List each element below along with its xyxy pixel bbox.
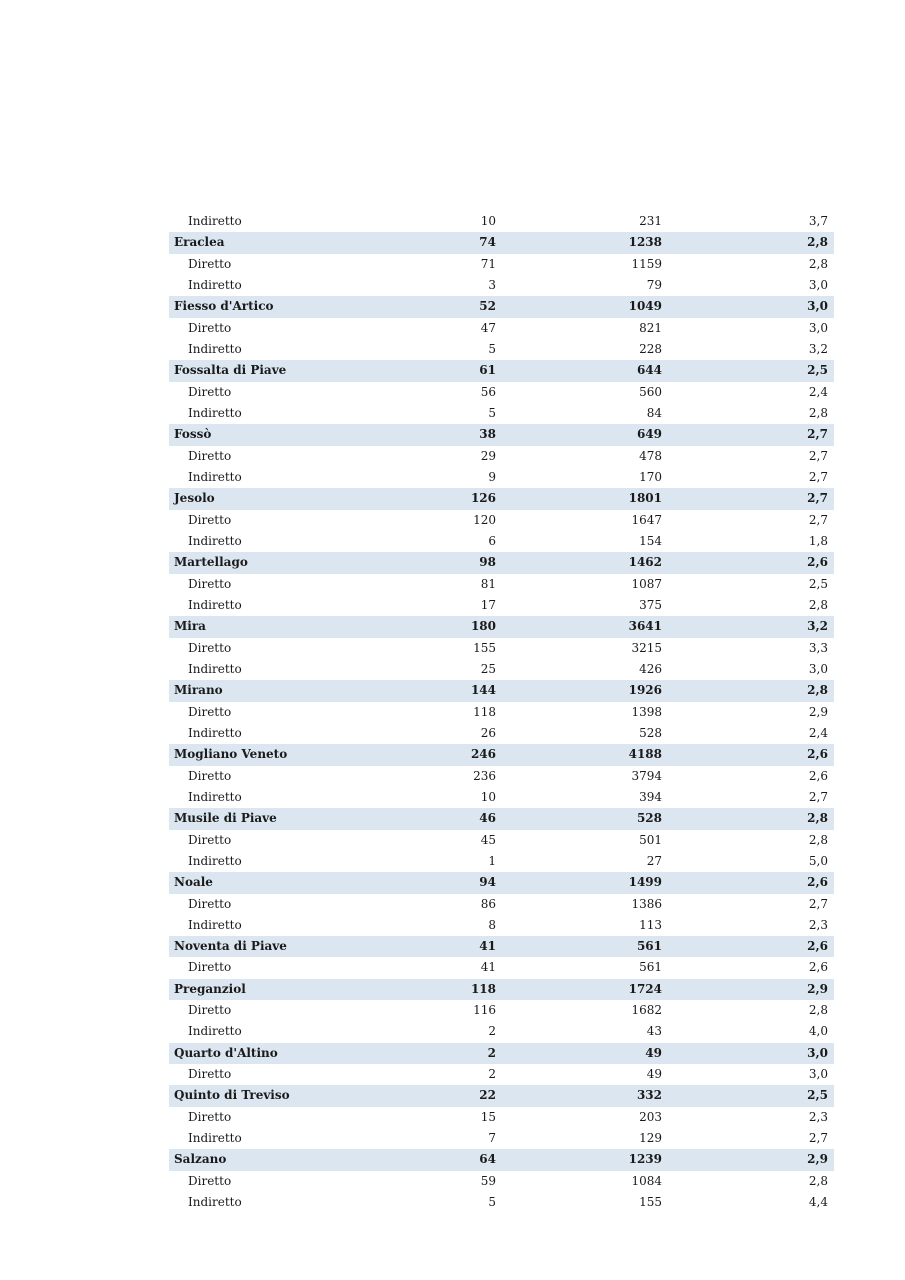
value-c-cell: 3,0 [807,1045,828,1060]
value-b-cell: 231 [639,214,662,228]
label-cell: Mira [174,619,206,634]
value-c-cell: 2,8 [807,683,828,698]
value-b-cell: 49 [645,1045,662,1060]
value-a-cell: 29 [480,448,496,463]
label-cell: Indiretto [188,597,242,612]
value-b-cell: 84 [646,405,662,420]
value-a-cell: 94 [479,875,496,890]
value-a-cell: 6 [488,533,496,548]
label-cell: Indiretto [188,789,242,804]
label-cell: Diretto [188,320,232,335]
label-cell: Diretto [188,832,232,847]
value-b-cell: 561 [636,939,662,954]
data-table [169,211,834,1213]
table-row-sub [169,1128,834,1149]
label-cell: Indiretto [188,1195,242,1210]
value-b-cell: 561 [639,960,662,975]
value-b-cell: 1049 [628,299,662,314]
value-b-cell: 27 [646,853,662,868]
value-b-cell: 649 [636,427,662,442]
value-a-cell: 59 [480,1173,496,1188]
label-cell: Diretto [188,1067,232,1082]
label-cell: Noventa di Piave [174,939,287,954]
table-row-sub [169,915,834,936]
value-a-cell: 180 [470,619,496,634]
value-c-cell: 3,0 [807,299,828,314]
value-b-cell: 1238 [628,235,662,250]
table-row-sub [169,574,834,595]
value-a-cell: 10 [480,214,496,228]
value-c-cell: 2,4 [808,384,828,399]
table-row-municipality [169,936,834,957]
table-row-sub [169,702,834,723]
value-a-cell: 22 [479,1088,496,1103]
value-a-cell: 7 [488,1131,496,1146]
label-cell: Diretto [188,448,232,463]
value-c-cell: 2,7 [808,896,828,911]
value-c-cell: 2,9 [807,1152,828,1167]
value-a-cell: 5 [488,405,496,420]
table-row-sub [169,723,834,744]
value-b-cell: 49 [646,1067,662,1082]
value-c-cell: 2,5 [807,363,828,378]
value-c-cell: 4,4 [808,1195,828,1210]
label-cell: Diretto [188,896,232,911]
table-row-sub [169,467,834,488]
value-c-cell: 4,0 [808,1024,828,1039]
value-b-cell: 426 [639,661,662,676]
value-c-cell: 3,0 [808,277,828,292]
value-c-cell: 2,7 [808,448,828,463]
value-b-cell: 3215 [631,640,662,655]
value-c-cell: 2,3 [808,917,828,932]
value-c-cell: 2,8 [808,256,828,271]
table-row-municipality [169,979,834,1000]
value-c-cell: 3,2 [808,341,828,356]
label-cell: Diretto [188,384,232,399]
value-b-cell: 3641 [628,619,662,634]
value-a-cell: 47 [480,320,496,335]
table-row-sub [169,787,834,808]
value-b-cell: 228 [639,341,662,356]
value-c-cell: 2,6 [808,768,828,783]
table-row-sub [169,851,834,872]
value-a-cell: 2 [488,1067,496,1082]
value-a-cell: 126 [470,491,496,506]
value-b-cell: 332 [636,1088,662,1103]
value-c-cell: 2,8 [808,405,828,420]
value-a-cell: 61 [479,363,496,378]
table-row-municipality [169,744,834,765]
value-c-cell: 3,7 [808,214,828,228]
label-cell: Mogliano Veneto [174,747,288,762]
value-a-cell: 246 [470,747,496,762]
label-cell: Martellago [174,555,248,570]
label-cell: Musile di Piave [174,811,277,826]
label-cell: Indiretto [188,214,242,228]
table-row-municipality [169,360,834,381]
table-row-municipality [169,296,834,317]
label-cell: Indiretto [188,1131,242,1146]
label-cell: Indiretto [188,277,242,292]
table-row-sub [169,510,834,531]
label-cell: Fossalta di Piave [174,363,287,378]
value-b-cell: 1724 [628,981,662,996]
table-row-municipality [169,680,834,701]
value-c-cell: 2,8 [807,235,828,250]
table-row-sub [169,830,834,851]
value-b-cell: 375 [639,597,662,612]
value-c-cell: 3,2 [807,619,828,634]
table-row-sub [169,254,834,275]
value-a-cell: 38 [479,427,496,442]
value-c-cell: 2,5 [808,576,828,591]
table-row-municipality [169,616,834,637]
table-row-municipality [169,1149,834,1170]
label-cell: Indiretto [188,917,242,932]
value-a-cell: 5 [488,1195,496,1210]
value-b-cell: 1926 [628,683,662,698]
value-a-cell: 25 [480,661,496,676]
value-a-cell: 1 [488,853,496,868]
value-b-cell: 1239 [628,1152,662,1167]
value-b-cell: 1159 [631,256,662,271]
value-a-cell: 236 [473,768,496,783]
value-c-cell: 5,0 [808,853,828,868]
table-row-sub [169,1171,834,1192]
table-row-sub [169,531,834,552]
label-cell: Mirano [174,683,223,698]
table-row-sub [169,1107,834,1128]
value-a-cell: 118 [473,704,496,719]
value-a-cell: 2 [488,1024,496,1039]
value-b-cell: 501 [639,832,662,847]
label-cell: Fiesso d'Artico [174,299,274,314]
table-row-municipality [169,232,834,253]
table-row-municipality [169,424,834,445]
table-row-municipality [169,488,834,509]
label-cell: Indiretto [188,853,242,868]
value-b-cell: 43 [646,1024,662,1039]
value-b-cell: 1499 [628,875,662,890]
value-c-cell: 2,8 [808,1003,828,1018]
label-cell: Diretto [188,1003,232,1018]
value-b-cell: 3794 [631,768,662,783]
value-b-cell: 154 [639,533,662,548]
value-a-cell: 144 [470,683,496,698]
label-cell: Diretto [188,1109,232,1124]
value-c-cell: 2,9 [808,704,828,719]
table-row-sub [169,1021,834,1042]
value-b-cell: 1801 [628,491,662,506]
value-c-cell: 2,9 [807,981,828,996]
table-row-sub [169,339,834,360]
value-c-cell: 1,8 [808,533,828,548]
label-cell: Quinto di Treviso [174,1088,290,1103]
value-a-cell: 155 [473,640,496,655]
value-b-cell: 170 [639,469,662,484]
value-a-cell: 5 [488,341,496,356]
value-b-cell: 1087 [631,576,662,591]
value-c-cell: 2,8 [807,811,828,826]
value-b-cell: 155 [639,1195,662,1210]
value-a-cell: 118 [470,981,496,996]
table-row-sub [169,894,834,915]
table-row-municipality [169,808,834,829]
value-b-cell: 4188 [628,747,662,762]
value-b-cell: 528 [639,725,662,740]
value-c-cell: 2,7 [808,789,828,804]
label-cell: Eraclea [174,235,225,250]
value-b-cell: 821 [639,320,662,335]
value-a-cell: 120 [473,512,496,527]
table-row-municipality [169,872,834,893]
label-cell: Preganziol [174,981,246,996]
value-c-cell: 2,8 [808,1173,828,1188]
value-b-cell: 1084 [631,1173,662,1188]
value-b-cell: 129 [639,1131,662,1146]
value-c-cell: 3,0 [808,1067,828,1082]
label-cell: Indiretto [188,341,242,356]
table-row-sub [169,659,834,680]
table-row-sub [169,595,834,616]
value-c-cell: 2,8 [808,597,828,612]
value-a-cell: 86 [480,896,496,911]
table-row-sub [169,275,834,296]
value-a-cell: 64 [479,1152,496,1167]
label-cell: Indiretto [188,533,242,548]
table-row-sub [169,1000,834,1021]
value-c-cell: 2,3 [808,1109,828,1124]
value-a-cell: 45 [480,832,496,847]
label-cell: Indiretto [188,469,242,484]
table-row-sub [169,318,834,339]
table-row-sub [169,1192,834,1213]
value-a-cell: 46 [479,811,496,826]
label-cell: Diretto [188,576,232,591]
table-row-municipality [169,1085,834,1106]
table-row-sub [169,957,834,978]
value-a-cell: 74 [479,235,496,250]
table-row-municipality [169,1043,834,1064]
table-row-sub [169,638,834,659]
value-c-cell: 2,7 [808,512,828,527]
value-c-cell: 2,4 [808,725,828,740]
label-cell: Indiretto [188,725,242,740]
value-c-cell: 2,5 [807,1088,828,1103]
value-b-cell: 1647 [631,512,662,527]
value-b-cell: 560 [639,384,662,399]
value-c-cell: 2,7 [807,427,828,442]
value-b-cell: 1462 [628,555,662,570]
label-cell: Diretto [188,1173,232,1188]
value-a-cell: 71 [480,256,496,271]
value-b-cell: 528 [636,811,662,826]
table-row-sub [169,211,834,232]
table-row-sub [169,1064,834,1085]
value-a-cell: 15 [480,1109,496,1124]
value-a-cell: 17 [480,597,496,612]
value-b-cell: 113 [639,917,662,932]
value-a-cell: 98 [479,555,496,570]
value-a-cell: 52 [479,299,496,314]
value-c-cell: 3,3 [808,640,828,655]
label-cell: Diretto [188,512,232,527]
value-a-cell: 26 [480,725,496,740]
table-row-sub [169,446,834,467]
value-a-cell: 56 [480,384,496,399]
value-a-cell: 81 [480,576,496,591]
value-a-cell: 116 [473,1003,496,1018]
table-row-sub [169,403,834,424]
value-c-cell: 2,6 [807,875,828,890]
value-b-cell: 1386 [631,896,662,911]
value-c-cell: 3,0 [808,320,828,335]
value-b-cell: 394 [639,789,662,804]
label-cell: Diretto [188,768,232,783]
value-c-cell: 3,0 [808,661,828,676]
table-row-sub [169,766,834,787]
value-a-cell: 41 [480,960,496,975]
value-c-cell: 2,7 [807,491,828,506]
value-c-cell: 2,6 [807,747,828,762]
label-cell: Indiretto [188,405,242,420]
label-cell: Noale [174,875,213,890]
label-cell: Diretto [188,704,232,719]
label-cell: Indiretto [188,661,242,676]
label-cell: Quarto d'Altino [174,1045,278,1060]
label-cell: Diretto [188,256,232,271]
label-cell: Diretto [188,960,232,975]
value-a-cell: 9 [488,469,496,484]
label-cell: Jesolo [174,491,215,506]
label-cell: Salzano [174,1152,227,1167]
value-a-cell: 41 [479,939,496,954]
value-c-cell: 2,6 [807,555,828,570]
value-c-cell: 2,8 [808,832,828,847]
value-b-cell: 203 [639,1109,662,1124]
value-b-cell: 1682 [631,1003,662,1018]
value-a-cell: 3 [488,277,496,292]
value-c-cell: 2,7 [808,469,828,484]
value-a-cell: 8 [488,917,496,932]
table-row-municipality [169,552,834,573]
label-cell: Diretto [188,640,232,655]
value-c-cell: 2,7 [808,1131,828,1146]
value-a-cell: 2 [487,1045,496,1060]
label-cell: Fossò [174,427,212,442]
value-b-cell: 79 [646,277,662,292]
table-row-sub [169,382,834,403]
value-b-cell: 1398 [631,704,662,719]
value-b-cell: 644 [636,363,662,378]
value-b-cell: 478 [639,448,662,463]
label-cell: Indiretto [188,1024,242,1039]
value-a-cell: 10 [480,789,496,804]
value-c-cell: 2,6 [807,939,828,954]
value-c-cell: 2,6 [808,960,828,975]
